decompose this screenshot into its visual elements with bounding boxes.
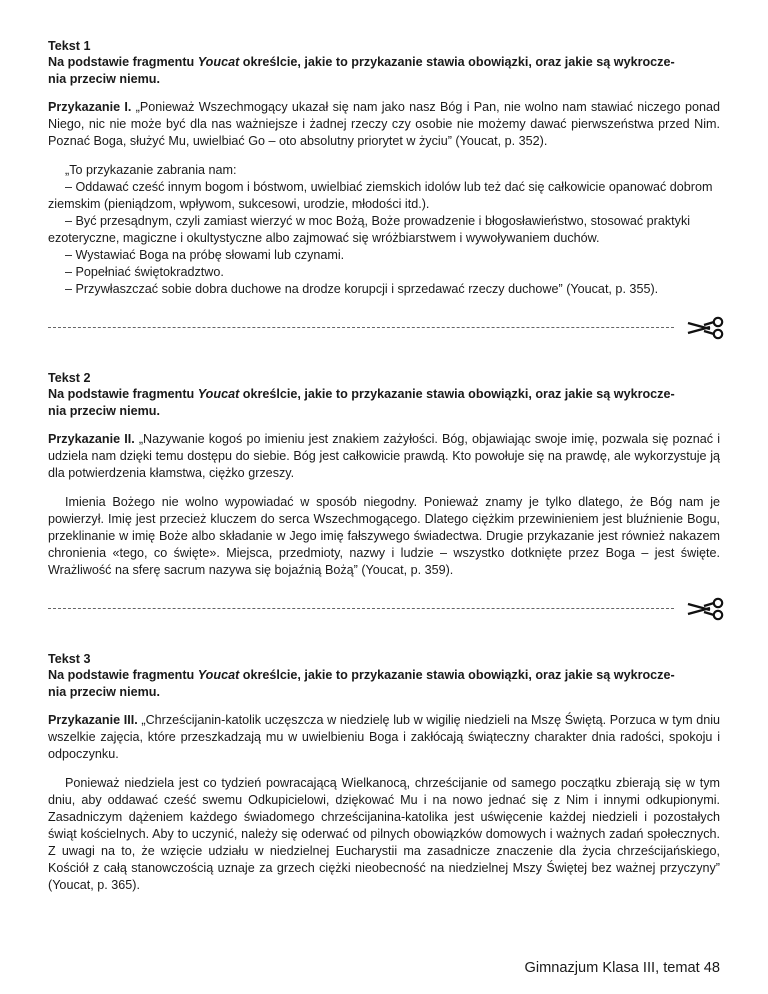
body-paragraph: Imienia Bożego nie wolno wypowiadać w sposób niegodny. Ponieważ znamy je tylko dlatego, że Bóg nam je powierzył. Imię jest przecież kluczem do serca Wszechmogącego. Dlatego ciężkim przewinieniem jest bluźnienie Bogu, przeklinanie w imię Boże albo składanie w Jego imię fałszywego świadectwa. Drugie przykazanie jest również nakazem chronienia «tego, co święte». Miejsca, przedmioty, nazwy i ludzie – wszystko dotknięte przez Boga – jest święte. Wrażliwość na sferę sacrum nazywa się bojaźnią Bożą” (Youcat, p. 359). bbox=[48, 495, 720, 577]
scissors-icon bbox=[684, 316, 728, 340]
quote-list bbox=[48, 162, 720, 298]
scissors-icon bbox=[684, 597, 728, 621]
section-tekst-3 bbox=[48, 651, 720, 894]
quote-line: „To przykazanie zabrania nam: bbox=[65, 163, 237, 177]
section-tekst-2 bbox=[48, 370, 720, 579]
section-title: Tekst 2 bbox=[48, 371, 91, 385]
commandment-label: Przykazanie II. bbox=[48, 432, 135, 446]
commandment-text: „Nazywanie kogoś po imieniu jest znakiem zażyłości. Bóg, objawiając swoje imię, pozwala się poznać i udziela nam dzięki temu dostępu do siebie. Bóg jest całkowicie prawdą. Kto powołuje się na prawdę, ale wykorzystuje ją dla potwierdzenia kłamstwa, ciężko grzeszy. bbox=[48, 432, 720, 480]
instruction-text: Na podstawie fragmentu bbox=[48, 55, 198, 69]
section-title: Tekst 1 bbox=[48, 39, 91, 53]
commandment-paragraph bbox=[48, 712, 720, 763]
instruction bbox=[48, 54, 720, 87]
commandment-paragraph bbox=[48, 431, 720, 482]
quote-line: – Wystawiać Boga na próbę słowami lub czynami. bbox=[65, 248, 345, 262]
instruction-text: określcie, jakie to przykazanie stawia obowiązki, oraz jakie są wykrocze- bbox=[239, 668, 675, 682]
instruction-text: nia przeciw niemu. bbox=[48, 71, 160, 86]
quote-line: – Popełniać świętokradztwo. bbox=[65, 265, 224, 279]
instruction-text: nia przeciw niemu. bbox=[48, 403, 160, 418]
instruction-text: Na podstawie fragmentu bbox=[48, 668, 198, 682]
instruction bbox=[48, 667, 720, 700]
commandment-label: Przykazanie III. bbox=[48, 713, 138, 727]
dashed-divider bbox=[48, 327, 674, 328]
section-tekst-1 bbox=[48, 38, 720, 298]
commandment-label: Przykazanie I. bbox=[48, 100, 132, 114]
instruction-source: Youcat bbox=[197, 668, 240, 682]
quote-line: – Być przesądnym, czyli zamiast wierzyć w moc Bożą, Boże prowadzenie i błogosławieństwo, stosować praktyki ezoteryczne, magiczne i okultystyczne albo zajmować się wróżbiarstwem i wywoływaniem duchów. bbox=[48, 214, 691, 245]
cut-line bbox=[48, 316, 720, 340]
commandment-text: „Chrześcijanin-katolik uczęszcza w niedzielę lub w wigilię niedzieli na Mszę Świętą. Porzuca w tym dniu wszelkie zajęcia, które przeszkadzają mu w uwielbieniu Boga i zakłócają świąteczny charakter dnia radości, spokoju i odpoczynku. bbox=[48, 713, 721, 761]
instruction-source: Youcat bbox=[197, 387, 240, 401]
cut-line bbox=[48, 597, 720, 621]
instruction-text: Na podstawie fragmentu bbox=[48, 387, 198, 401]
page-footer: Gimnazjum Klasa III, temat 48 bbox=[524, 960, 720, 976]
instruction-text: określcie, jakie to przykazanie stawia obowiązki, oraz jakie są wykrocze- bbox=[239, 387, 675, 401]
quote-line: – Oddawać cześć innym bogom i bóstwom, uwielbiać ziemskich idolów lub też dać się całkowicie opanować dobrom ziemskim (pieniądzom, wpływom, sukcesowi, urodzie, młodości itd.). bbox=[48, 180, 713, 211]
body-paragraph: Ponieważ niedziela jest co tydzień powracającą Wielkanocą, chrześcijanie od samego początku zbierają się w tym dniu, aby oddawać cześć swemu Odkupicielowi, dziękować Mu i na nowo jednać się z Nim i innymi odkupionymi. Zasadniczym dążeniem każdego świadomego chrześcijanina-katolika jest uświęcenie każdej niedzieli i pozostałych świąt kościelnych. Aby to uczynić, należy się oderwać od pilnych obowiązków domowych i ważnych zadań społecznych. Z uwagi na to, że wzięcie udziału w niedzielnej Eucharystii ma zasadnicze znaczenie dla życia chrześcijańskiego, Kościół z całą stanowczością uznaje za grzech ciężki nieobecność na niedzielnej Mszy Świętej bez ważnej przyczyny” (Youcat, p. 365). bbox=[48, 776, 720, 892]
instruction-text: określcie, jakie to przykazanie stawia obowiązki, oraz jakie są wykrocze- bbox=[239, 55, 675, 69]
commandment-text: „Ponieważ Wszechmogący ukazał się nam jako nasz Bóg i Pan, nie wolno nam stawiać niczego ponad Niego, nic nie może być dla nas ważniejsze i żadnej rzeczy czy osobie nie możemy dawać pierwszeństwa przed Nim. Poznać Boga, służyć Mu, uwielbiać Go – oto absolutny priorytet w życiu” (Youcat, p. 352). bbox=[48, 100, 720, 148]
instruction-source: Youcat bbox=[197, 55, 240, 69]
instruction bbox=[48, 386, 720, 419]
instruction-text: nia przeciw niemu. bbox=[48, 684, 160, 699]
dashed-divider bbox=[48, 608, 674, 609]
document-page bbox=[48, 38, 720, 894]
commandment-paragraph bbox=[48, 99, 720, 150]
quote-line: – Przywłaszczać sobie dobra duchowe na drodze korupcji i sprzedawać rzeczy duchowe” (Youcat, p. 355). bbox=[65, 282, 659, 296]
section-title: Tekst 3 bbox=[48, 652, 91, 666]
